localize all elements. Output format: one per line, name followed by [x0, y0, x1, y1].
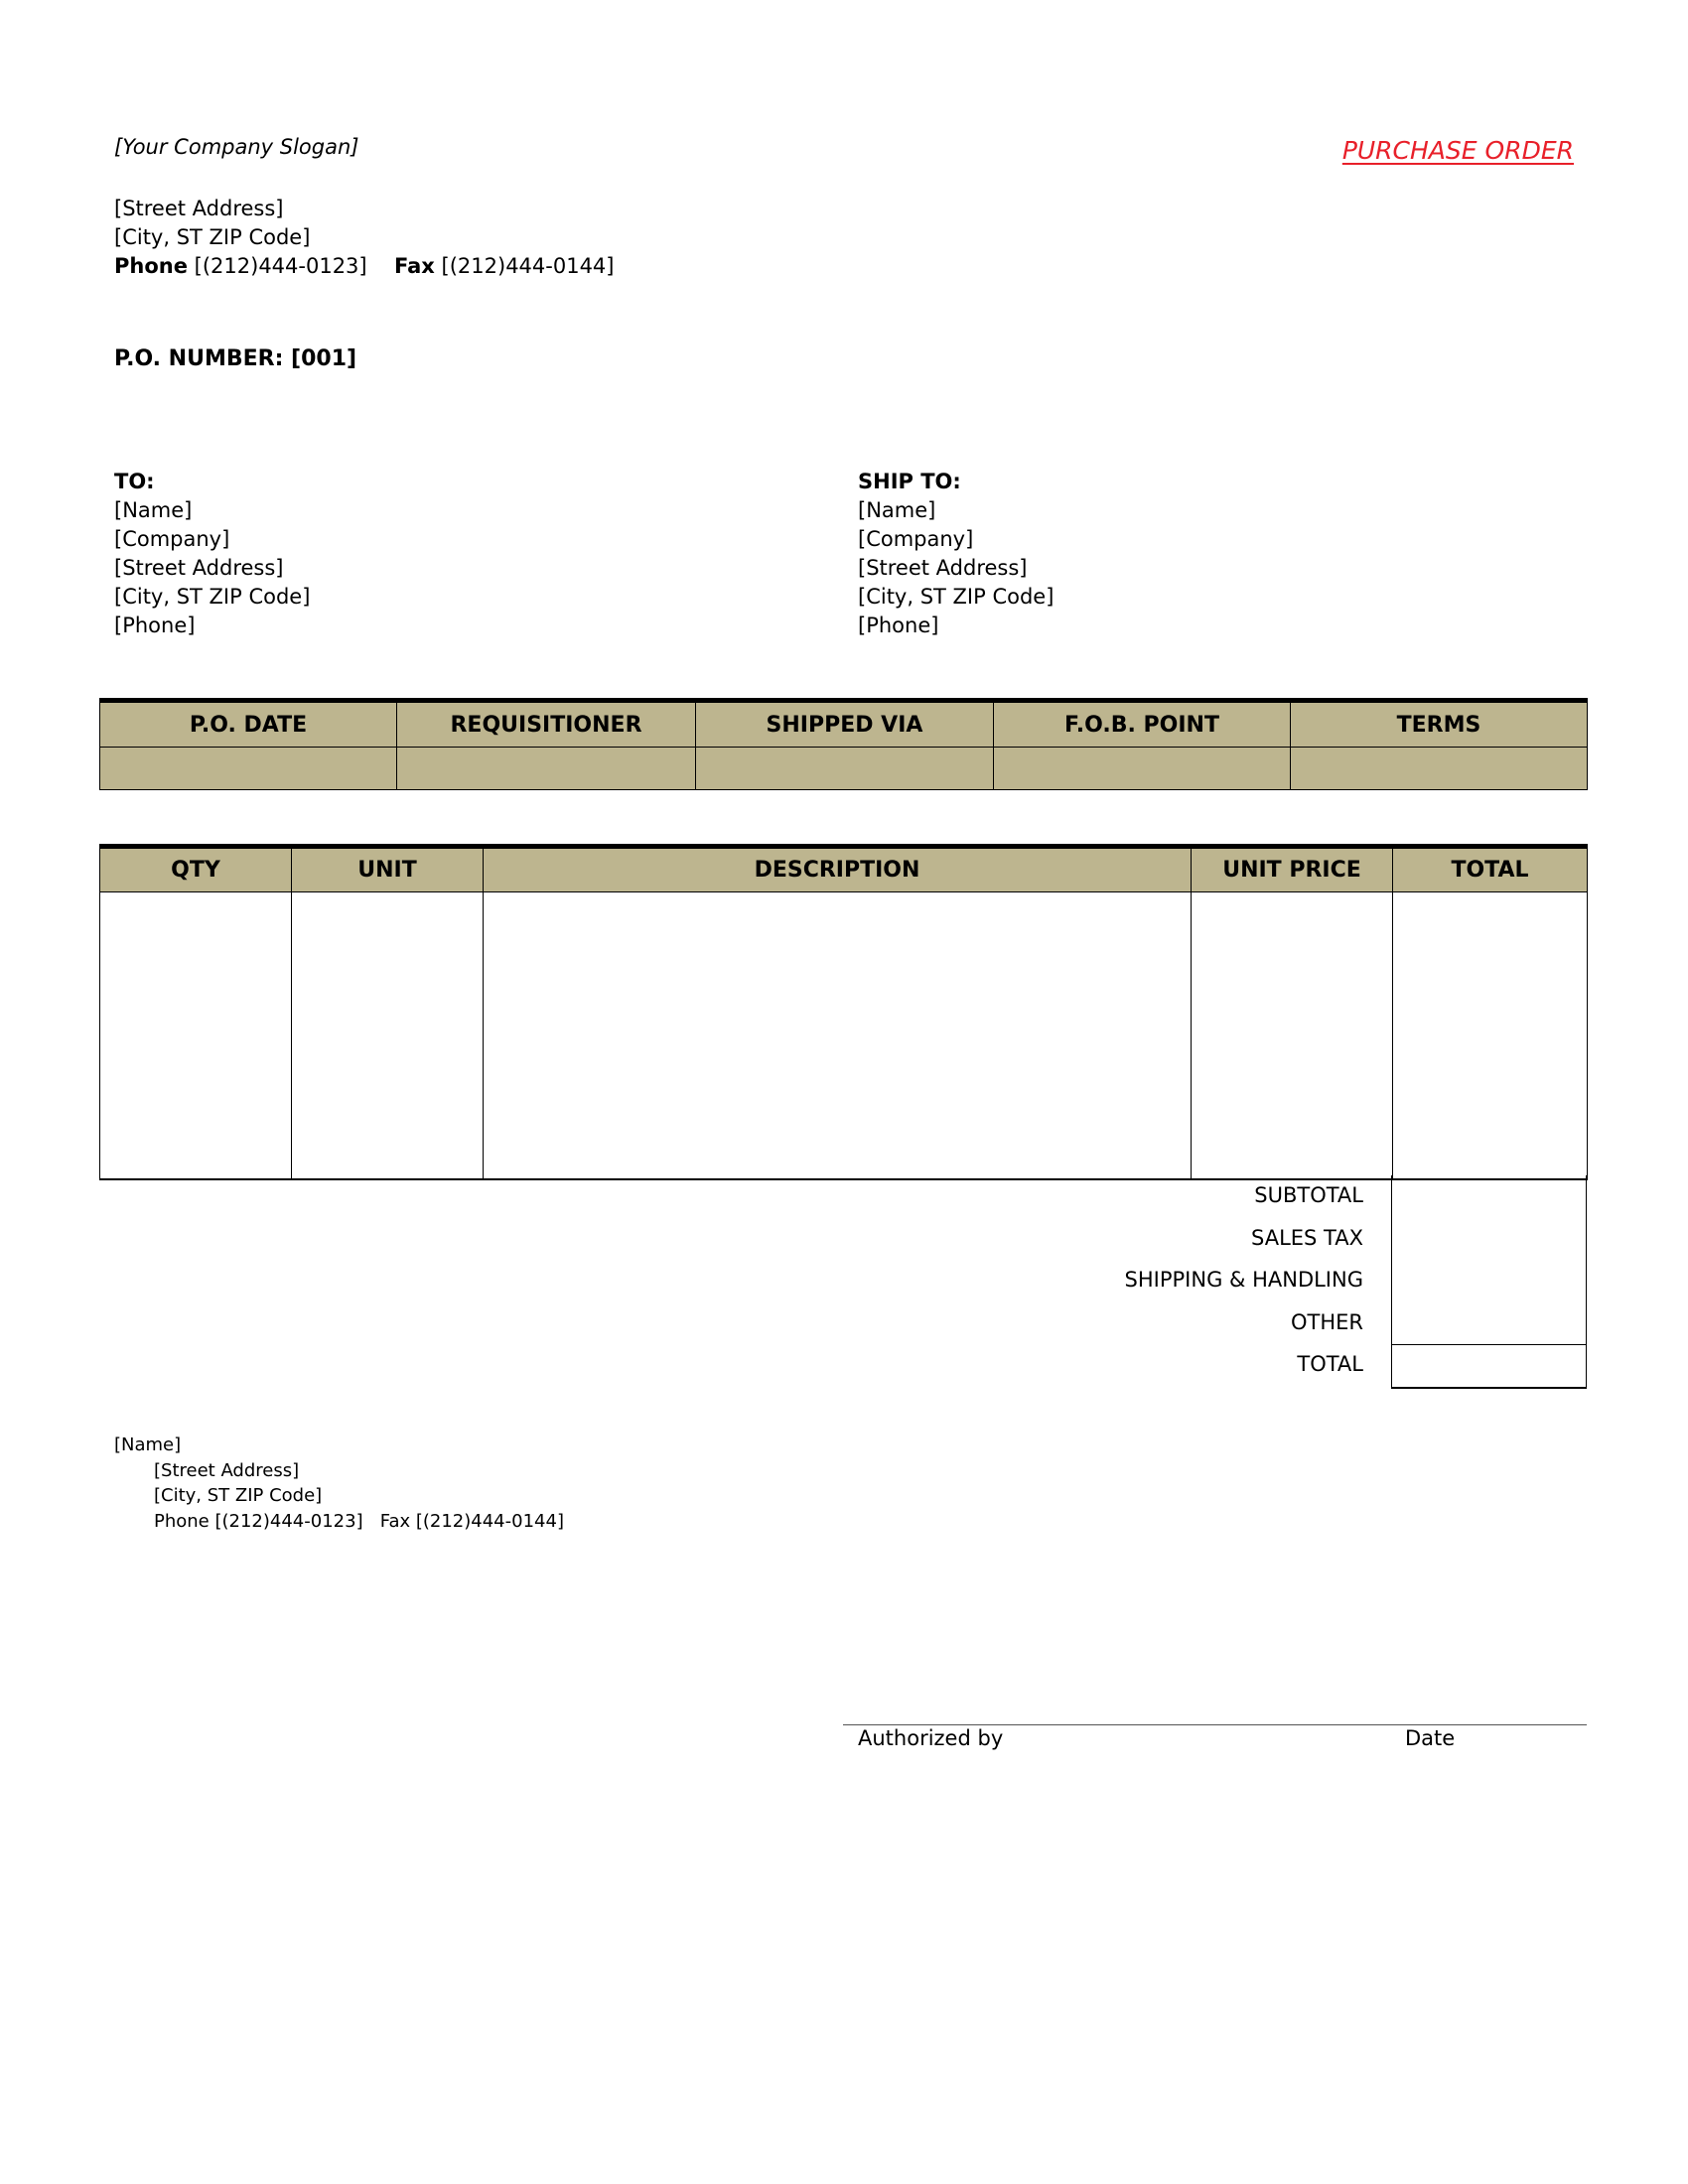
company-address-block: [114, 195, 615, 281]
grand-total-label: TOTAL: [1297, 1352, 1363, 1376]
col-unit: UNIT: [292, 847, 484, 892]
shipping-handling-label: SHIPPING & HANDLING: [1124, 1268, 1363, 1292]
footer-street: [Street Address]: [154, 1459, 300, 1481]
footer-name: [Name]: [114, 1434, 182, 1455]
to-label: TO:: [114, 470, 155, 493]
ship-to-company: [Company]: [858, 527, 974, 551]
terms-value[interactable]: [1291, 748, 1588, 790]
company-contact: [114, 252, 615, 281]
col-description: DESCRIPTION: [484, 847, 1192, 892]
document-title: PURCHASE ORDER: [1341, 136, 1574, 165]
line-items-body: [100, 892, 1588, 1180]
phone-label: Phone: [114, 254, 188, 278]
ship-to-phone: [Phone]: [858, 614, 939, 637]
other-label: OTHER: [1290, 1309, 1363, 1334]
shipped-via-value[interactable]: [696, 748, 994, 790]
po-number: P.O. NUMBER: [001]: [114, 346, 357, 371]
footer-city: [City, ST ZIP Code]: [154, 1485, 323, 1506]
line-items-header-row: [100, 847, 1588, 892]
fax-label: Fax: [394, 254, 435, 278]
ship-to-name: [Name]: [858, 498, 936, 522]
ship-to-street: [Street Address]: [858, 556, 1028, 580]
to-name: [Name]: [114, 498, 193, 522]
to-city: [City, ST ZIP Code]: [114, 585, 311, 609]
total-cell[interactable]: [1393, 892, 1588, 1180]
totals-labels: [1125, 1179, 1363, 1391]
ship-to-city: [City, ST ZIP Code]: [858, 585, 1055, 609]
date-label: Date: [1405, 1726, 1456, 1750]
ship-to-block: [858, 468, 1054, 640]
ship-to-label: SHIP TO:: [858, 470, 961, 493]
description-cell[interactable]: [484, 892, 1192, 1180]
requisitioner-value[interactable]: [397, 748, 696, 790]
col-unit-price: UNIT PRICE: [1192, 847, 1393, 892]
col-po-date: P.O. DATE: [100, 701, 397, 748]
signature-line: [843, 1724, 1587, 1725]
authorized-by-label: Authorized by: [858, 1726, 1004, 1750]
col-qty: QTY: [100, 847, 292, 892]
po-date-value[interactable]: [100, 748, 397, 790]
col-requisitioner: REQUISITIONER: [397, 701, 696, 748]
company-slogan: [Your Company Slogan]: [114, 135, 359, 159]
order-info-value-row: [100, 748, 1588, 790]
col-terms: TERMS: [1291, 701, 1588, 748]
company-city: [City, ST ZIP Code]: [114, 225, 311, 249]
grand-total-value-box[interactable]: [1391, 1344, 1587, 1389]
totals-value-box[interactable]: [1391, 1175, 1587, 1344]
sales-tax-label: SALES TAX: [1250, 1225, 1363, 1250]
to-company: [Company]: [114, 527, 230, 551]
qty-cell[interactable]: [100, 892, 292, 1180]
order-info-table: [99, 698, 1588, 790]
to-phone: [Phone]: [114, 614, 196, 637]
to-block: [114, 468, 310, 640]
col-fob-point: F.O.B. POINT: [994, 701, 1291, 748]
line-items-table: [99, 844, 1588, 1180]
col-shipped-via: SHIPPED VIA: [696, 701, 994, 748]
order-info-header-row: [100, 701, 1588, 748]
unit-price-cell[interactable]: [1192, 892, 1393, 1180]
company-fax: [(212)444-0144]: [441, 254, 615, 278]
unit-cell[interactable]: [292, 892, 484, 1180]
fob-point-value[interactable]: [994, 748, 1291, 790]
footer-address: [114, 1433, 564, 1534]
footer-phone-fax: Phone [(212)444-0123] Fax [(212)444-0144]: [154, 1510, 564, 1532]
subtotal-label: SUBTOTAL: [1254, 1183, 1363, 1207]
company-phone: [(212)444-0123]: [194, 254, 367, 278]
company-street: [Street Address]: [114, 197, 284, 220]
to-street: [Street Address]: [114, 556, 284, 580]
col-total: TOTAL: [1393, 847, 1588, 892]
